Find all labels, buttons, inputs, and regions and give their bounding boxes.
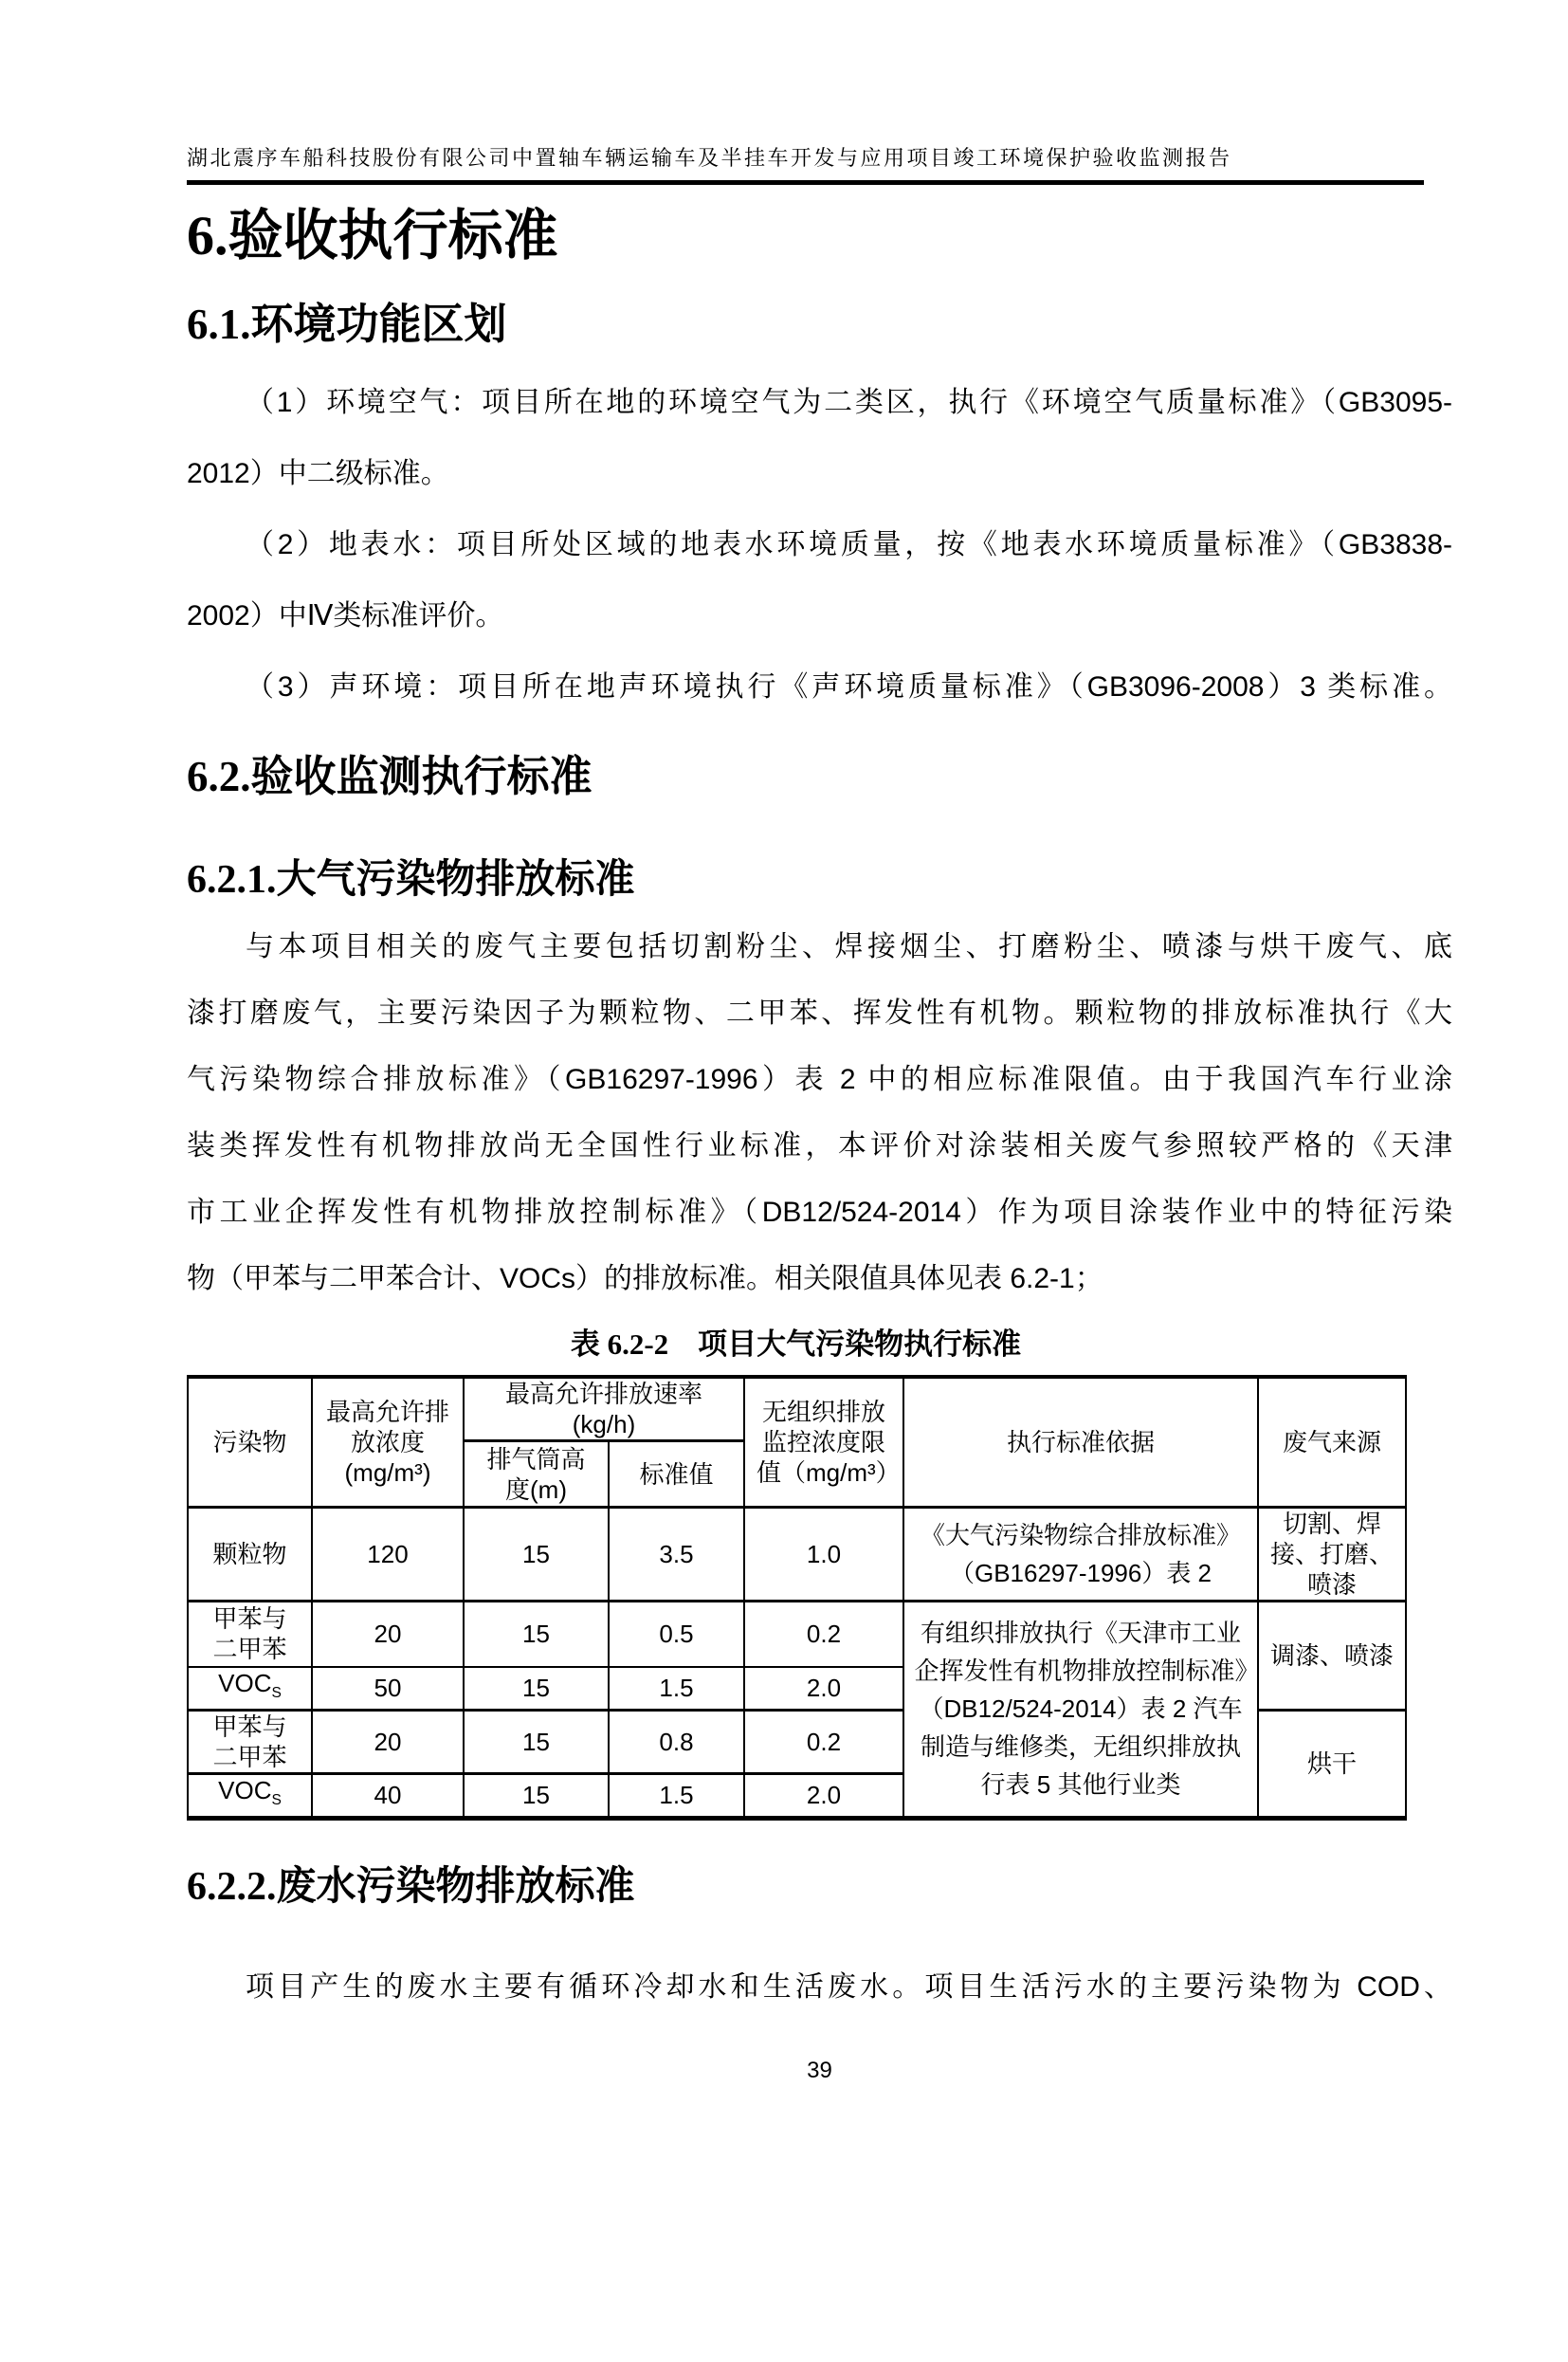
cell-concentration: 20 [312, 1602, 464, 1667]
header-divider [187, 180, 1424, 185]
paragraph-line: （3）声环境：项目所在地声环境执行《声环境质量标准》（GB3096-2008）3 类标准。 [246, 671, 1452, 703]
chapter-6-title: 6.验收执行标准 [187, 205, 558, 266]
cell-stack-height: 15 [464, 1710, 609, 1773]
paragraph-line: 气污染物综合排放标准》（GB16297-1996）表 2 中的相应标准限值。由于我国汽车行业涂 [187, 1064, 1452, 1095]
cell-rate: 1.5 [609, 1667, 744, 1711]
cell-pollutant: $VOC_S$ [188, 1667, 312, 1711]
table-row [188, 1508, 1406, 1602]
paragraph-line: 与本项目相关的废气主要包括切割粉尘、焊接烟尘、打磨粉尘、喷漆与烘干废气、底 [246, 931, 1452, 962]
paragraph-line: 市工业企挥发性有机物排放控制标准》（DB12/524-2014）作为项目涂装作业中的特征污染 [187, 1197, 1452, 1228]
cell-standard-basis: 有组织排放执行《天津市工业企挥发性有机物排放控制标准》（DB12/524-2014）表 2 汽车制造与维修类，无组织排放执行表 5 其他行业类 [903, 1602, 1258, 1819]
paragraph-surface-water [187, 509, 1452, 651]
cell-standard-basis: 《大气污染物综合排放标准》（GB16297-1996）表 2 [903, 1508, 1258, 1602]
paragraph-line: 装类挥发性有机物排放尚无全国性行业标准，本评价对涂装相关废气参照较严格的《天津 [187, 1130, 1452, 1162]
section-6-2-2-title: 6.2.2.废水污染物排放标准 [187, 1864, 635, 1909]
cell-pollutant: 甲苯与二甲苯 [188, 1710, 312, 1773]
paragraph-env-air [187, 367, 1452, 509]
cell-pollutant: $VOC_S$ [188, 1773, 312, 1818]
col-header-pollutant: 污染物 [188, 1377, 312, 1508]
cell-fugitive: 2.0 [744, 1667, 903, 1711]
cell-fugitive: 1.0 [744, 1508, 903, 1602]
page-content [0, 144, 1452, 2085]
cell-gas-source: 切割、焊接、打磨、喷漆 [1258, 1508, 1406, 1602]
col-header-source: 废气来源 [1258, 1377, 1406, 1508]
cell-pollutant: 甲苯与二甲苯 [188, 1602, 312, 1667]
cell-fugitive: 2.0 [744, 1773, 903, 1818]
paragraph-line: 物（甲苯与二甲苯合计、VOCs）的排放标准。相关限值具体见表 6.2-1； [187, 1263, 1103, 1294]
paragraph-line: 2002）中Ⅳ类标准评价。 [187, 600, 504, 632]
col-header-fugitive-limit: 无组织排放监控浓度限值（mg/m³） [744, 1377, 903, 1508]
cell-concentration: 20 [312, 1710, 464, 1773]
col-header-max-concentration: 最高允许排放浓度(mg/m³) [312, 1377, 464, 1508]
col-header-stack-height: 排气筒高度(m) [464, 1441, 609, 1508]
paragraph-acoustic-env [187, 651, 1452, 723]
cell-rate: 0.5 [609, 1602, 744, 1667]
cell-stack-height: 15 [464, 1773, 609, 1818]
cell-fugitive: 0.2 [744, 1602, 903, 1667]
page [0, 144, 1568, 2362]
section-6-2-title: 6.2.验收监测执行标准 [187, 753, 593, 800]
section-6-2-1-title: 6.2.1.大气污染物排放标准 [187, 858, 635, 902]
report-header: 湖北震序车船科技股份有限公司中置轴车辆运输车及半挂车开发与应用项目竣工环境保护验收监测报告 [187, 146, 1232, 170]
cell-gas-source: 调漆、喷漆 [1258, 1602, 1406, 1711]
paragraph-line: 2012）中二级标准。 [187, 458, 449, 489]
page-number: 39 [807, 2057, 832, 2083]
col-header-standard-value: 标准值 [609, 1441, 744, 1508]
cell-stack-height: 15 [464, 1667, 609, 1711]
table-6-2-2-title: 表 6.2-2 项目大气污染物执行标准 [570, 1327, 1022, 1361]
cell-concentration: 50 [312, 1667, 464, 1711]
cell-rate: 1.5 [609, 1773, 744, 1818]
cell-pollutant: 颗粒物 [188, 1508, 312, 1602]
cell-concentration: 120 [312, 1508, 464, 1602]
paragraph-line: 漆打磨废气，主要污染因子为颗粒物、二甲苯、挥发性有机物。颗粒物的排放标准执行《大 [187, 998, 1452, 1029]
cell-stack-height: 15 [464, 1508, 609, 1602]
paragraph-line: （1）环境空气：项目所在地的环境空气为二类区，执行《环境空气质量标准》（GB3095- [246, 387, 1452, 418]
cell-rate: 0.8 [609, 1710, 744, 1773]
paragraph-waste-gas [187, 914, 1452, 1312]
air-pollutant-standards-table [187, 1375, 1407, 1821]
section-6-1-title: 6.1.环境功能区划 [187, 301, 507, 348]
cell-fugitive: 0.2 [744, 1710, 903, 1773]
paragraph-waste-water [187, 1951, 1452, 2023]
paragraph-line: （2）地表水：项目所处区域的地表水环境质量，按《地表水环境质量标准》（GB3838- [246, 529, 1452, 560]
cell-stack-height: 15 [464, 1602, 609, 1667]
table-row [188, 1602, 1406, 1667]
cell-concentration: 40 [312, 1773, 464, 1818]
cell-gas-source: 烘干 [1258, 1710, 1406, 1818]
paragraph-line: 项目产生的废水主要有循环冷却水和生活废水。项目生活污水的主要污染物为 COD、 [246, 1970, 1452, 2003]
table-header-row [188, 1377, 1406, 1441]
cell-rate: 3.5 [609, 1508, 744, 1602]
col-header-max-rate: 最高允许排放速率(kg/h) [464, 1377, 744, 1441]
col-header-basis: 执行标准依据 [903, 1377, 1258, 1508]
